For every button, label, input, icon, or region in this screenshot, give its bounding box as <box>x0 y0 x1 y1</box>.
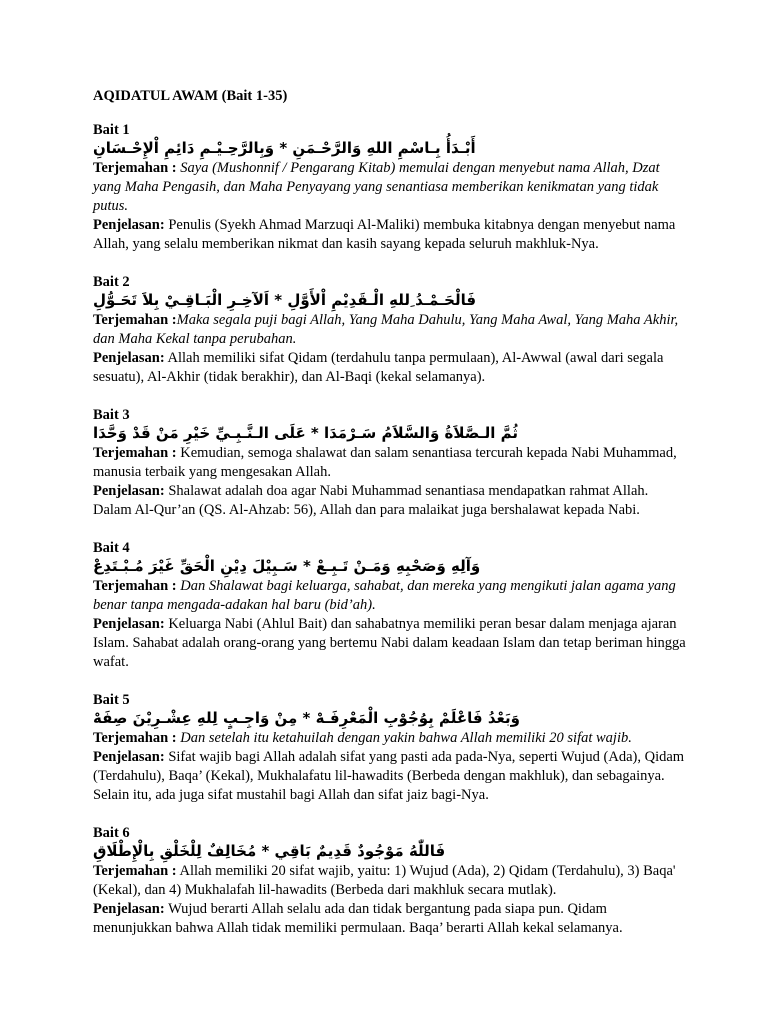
translation-text: Allah memiliki 20 sifat wajib, yaitu: 1) Wujud (Ada), 2) Qidam (Terdahulu), 3) Baqa' (Kekal), dan 4) Mukhalafah lil-hawadits (Berbeda dari makhluk secara mutlak). <box>93 863 676 898</box>
explanation-label: Penjelasan: <box>93 616 165 632</box>
explanation-text: Allah memiliki sifat Qidam (terdahulu tanpa permulaan), Al-Awwal (awal dari segala sesuatu), Al-Akhir (tidak berakhir), dan Al-Baqi (kekal selamanya). <box>93 350 664 385</box>
explanation-label: Penjelasan: <box>93 483 165 499</box>
arabic-verse: وَبَعْدُ فَاعْلَمْ بِوُجُوْبِ الْمَعْرِفَـهْ * مِنْ وَاجِـبٍ لِلهِ عِشْـرِيْنَ صِفَهْ <box>93 709 520 727</box>
translation-paragraph <box>93 729 688 748</box>
arabic-verse: فَالْحَـمْـدُ ِللهِ الْـقَدِيْمِ اْلأَوَّلِ * اَلآخِـرِ الْبَـاقِـيْ بِلاَ تَحَـوُّلِ <box>93 291 477 309</box>
translation-paragraph <box>93 159 688 216</box>
translation-text: Dan setelah itu ketahuilah dengan yakin bahwa Allah memiliki 20 sifat wajib. <box>180 730 632 746</box>
translation-label: Terjemahan : <box>93 863 177 879</box>
explanation-text: Penulis (Syekh Ahmad Marzuqi Al-Maliki) membuka kitabnya dengan menyebut nama Allah, yang selalu memberikan nikmat dan kasih sayang kepada seluruh makhluk-Nya. <box>93 217 676 252</box>
translation-text: Dan Shalawat bagi keluarga, sahabat, dan mereka yang mengikuti jalan agama yang benar tanpa mengada-adakan hal baru (bid’ah). <box>93 578 676 613</box>
translation-text: Kemudian, semoga shalawat dan salam senantiasa tercurah kepada Nabi Muhammad, manusia terbaik yang mengesakan Allah. <box>93 445 677 480</box>
bait-section <box>93 825 688 938</box>
translation-paragraph <box>93 311 688 349</box>
explanation-text: Shalawat adalah doa agar Nabi Muhammad senantiasa mendapatkan rahmat Allah. Dalam Al-Qur’an (QS. Al-Ahzab: 56), Allah dan para malaikat juga bershalawat kepada Nabi. <box>93 483 649 518</box>
bait-heading: Bait 5 <box>93 692 130 708</box>
translation-paragraph <box>93 862 688 900</box>
translation-label: Terjemahan : <box>93 312 177 328</box>
translation-text: Maka segala puji bagi Allah, Yang Maha Dahulu, Yang Maha Awal, Yang Maha Akhir, dan Maha Kekal tanpa perubahan. <box>93 312 679 347</box>
arabic-verse: فَاللّٰهُ مَوْجُودٌ قَدِيمٌ بَاقِي * مُخَالِفٌ لِلْخَلْقِ بِالْإِطْلَاقِ <box>93 842 446 860</box>
arabic-verse: أَبْـدَأُ بِـاسْمِ اللهِ وَالرَّحْـمَنِ * وَبِالرَّحِـيْـمِ دَائِمِ اْلإِحْـسَانِ <box>93 139 476 157</box>
explanation-paragraph <box>93 216 688 254</box>
translation-paragraph <box>93 577 688 615</box>
bait-section <box>93 692 688 805</box>
document-title: AQIDATUL AWAM (Bait 1-35) <box>93 88 288 104</box>
arabic-verse: ثُمَّ الـصَّلاَةُ وَالسَّلاَمُ سَـرْمَدَا * عَلَى الـنَّـبِـيِّ خَيْرِ مَنْ قَدْ وَحَّدَا <box>93 424 519 442</box>
translation-label: Terjemahan : <box>93 445 177 461</box>
translation-paragraph <box>93 444 688 482</box>
explanation-label: Penjelasan: <box>93 350 165 366</box>
bait-heading: Bait 3 <box>93 407 130 423</box>
explanation-paragraph <box>93 748 688 805</box>
explanation-paragraph <box>93 482 688 520</box>
bait-section <box>93 122 688 254</box>
explanation-paragraph <box>93 615 688 672</box>
arabic-verse: وَآلِهِ وَصَحْبِهِ وَمَـنْ تَـبِـعْ * سَـبِيْلَ دِيْنِ الْحَقِّ غَيْرَ مُـبْـتَدِعْ <box>93 557 481 575</box>
bait-heading: Bait 1 <box>93 122 130 138</box>
bait-section <box>93 407 688 520</box>
translation-label: Terjemahan : <box>93 160 177 176</box>
bait-section <box>93 540 688 672</box>
explanation-label: Penjelasan: <box>93 901 165 917</box>
bait-heading: Bait 6 <box>93 825 130 841</box>
explanation-text: Sifat wajib bagi Allah adalah sifat yang pasti ada pada-Nya, seperti Wujud (Ada), Qidam (Terdahulu), Baqa’ (Kekal), Mukhalafatu lil-hawadits (Berbeda dengan makhluk), dan sebagainya. Selain itu, ada juga sifat mustahil bagi Allah dan sifat jaiz bagi-Nya. <box>93 749 685 803</box>
explanation-text: Wujud berarti Allah selalu ada dan tidak bergantung pada siapa pun. Qidam menunjukkan bahwa Allah tidak memiliki permulaan. Baqa’ berarti Allah kekal selamanya. <box>93 901 623 936</box>
bait-heading: Bait 2 <box>93 274 130 290</box>
explanation-paragraph <box>93 900 688 938</box>
translation-text: Saya (Mushonnif / Pengarang Kitab) memulai dengan menyebut nama Allah, Dzat yang Maha Pengasih, dan Maha Penyayang yang senantiasa memberikan kenikmatan yang tidak putus. <box>93 160 660 214</box>
explanation-label: Penjelasan: <box>93 749 165 765</box>
explanation-label: Penjelasan: <box>93 217 165 233</box>
bait-section <box>93 274 688 387</box>
explanation-paragraph <box>93 349 688 387</box>
bait-heading: Bait 4 <box>93 540 130 556</box>
translation-label: Terjemahan : <box>93 578 177 594</box>
translation-label: Terjemahan : <box>93 730 177 746</box>
explanation-text: Keluarga Nabi (Ahlul Bait) dan sahabatnya memiliki peran besar dalam menjaga ajaran Islam. Sahabat adalah orang-orang yang bertemu Nabi dalam keadaan Islam dan tetap beriman hingga wafat. <box>93 616 686 670</box>
